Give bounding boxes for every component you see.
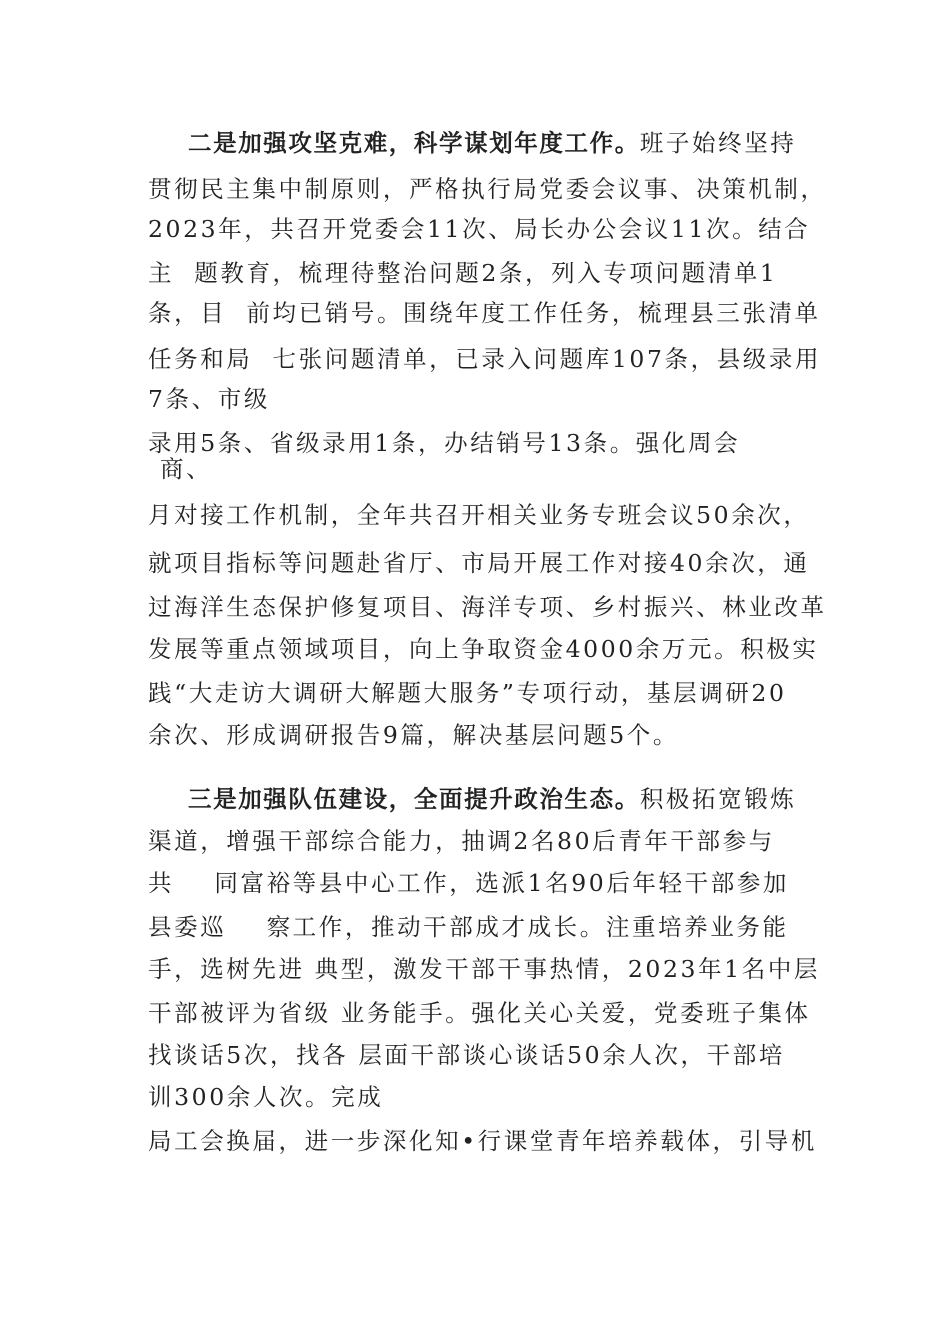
paragraph-2-line-11: 过海洋生态保护修复项目、海洋专项、乡村振兴、林业改革 [148,593,827,621]
paragraph-2-line-5: 任务和局 七张问题清单，已录入问题库107条，县级录用 [148,345,822,373]
paragraph-2-line-4: 条，目 前均已销号。围绕年度工作任务，梳理县三张清单 [148,299,821,327]
paragraph-2-line-3: 主 题教育，梳理待整治问题2条，列入专项问题清单1 [148,259,778,287]
paragraph-2-line-14: 余次、形成调研报告9篇，解决基层问题5个。 [148,721,680,749]
paragraph-3-first-line [188,784,796,814]
paragraph-2-line-10: 就项目指标等问题赴省厅、市局开展工作对接40余次，通 [148,549,810,577]
paragraph-3-line-4: 手，选树先进 典型，激发干部干事热情，2023年1名中层 [148,955,821,983]
paragraph-3-line-0: 积极拓宽锻炼 [639,785,797,813]
paragraph-2-heading: 二是加强攻坚克难，科学谋划年度工作。 [188,129,640,157]
paragraph-2-line-1: 贯彻民主集中制原则，严格执行局党委会议事、决策机制， [148,175,827,203]
paragraph-2-line-7: 录用5条、省级录用1条，办结销号13条。强化周会 [148,429,741,457]
paragraph-3-line-8: 局工会换届，进一步深化知•行课堂青年培养载体，引导机 [148,1127,817,1155]
paragraph-3-heading: 三是加强队伍建设，全面提升政治生态。 [188,785,640,813]
paragraph-2-line-12: 发展等重点领域项目，向上争取资金4000余万元。积极实 [148,635,819,663]
paragraph-3-line-5: 干部被评为省级 业务能手。强化关心关爱，党委班子集体 [148,999,811,1027]
paragraph-3-line-1: 渠道，增强干部综合能力，抽调2名80后青年干部参与 [148,827,775,855]
paragraph-2-line-9: 月对接工作机制，全年共召开相关业务专班会议50余次， [148,501,810,529]
paragraph-2-line-13: 践“大走访大调研大解题大服务”专项行动，基层调研20 [148,679,787,707]
paragraph-2-line-0: 班子始终坚持 [639,129,797,157]
paragraph-3-line-7: 训300余人次。完成 [148,1083,384,1111]
paragraph-3-line-2: 共 同富裕等县中心工作，选派1名90后年轻干部参加 [148,869,790,897]
paragraph-2-line-2: 2023年，共召开党委会11次、局长办公会议11次。结合 [148,215,811,243]
paragraph-3-line-6: 找谈话5次，找各 层面干部谈心谈话50余人次，干部培 [148,1041,785,1069]
paragraph-2-first-line [188,128,796,158]
paragraph-2-line-6: 7条、市级 [148,385,270,413]
paragraph-3-line-3: 县委巡 察工作，推动干部成才成长。注重培养业务能 [148,913,789,941]
paragraph-2-line-8: 商、 [160,455,213,483]
